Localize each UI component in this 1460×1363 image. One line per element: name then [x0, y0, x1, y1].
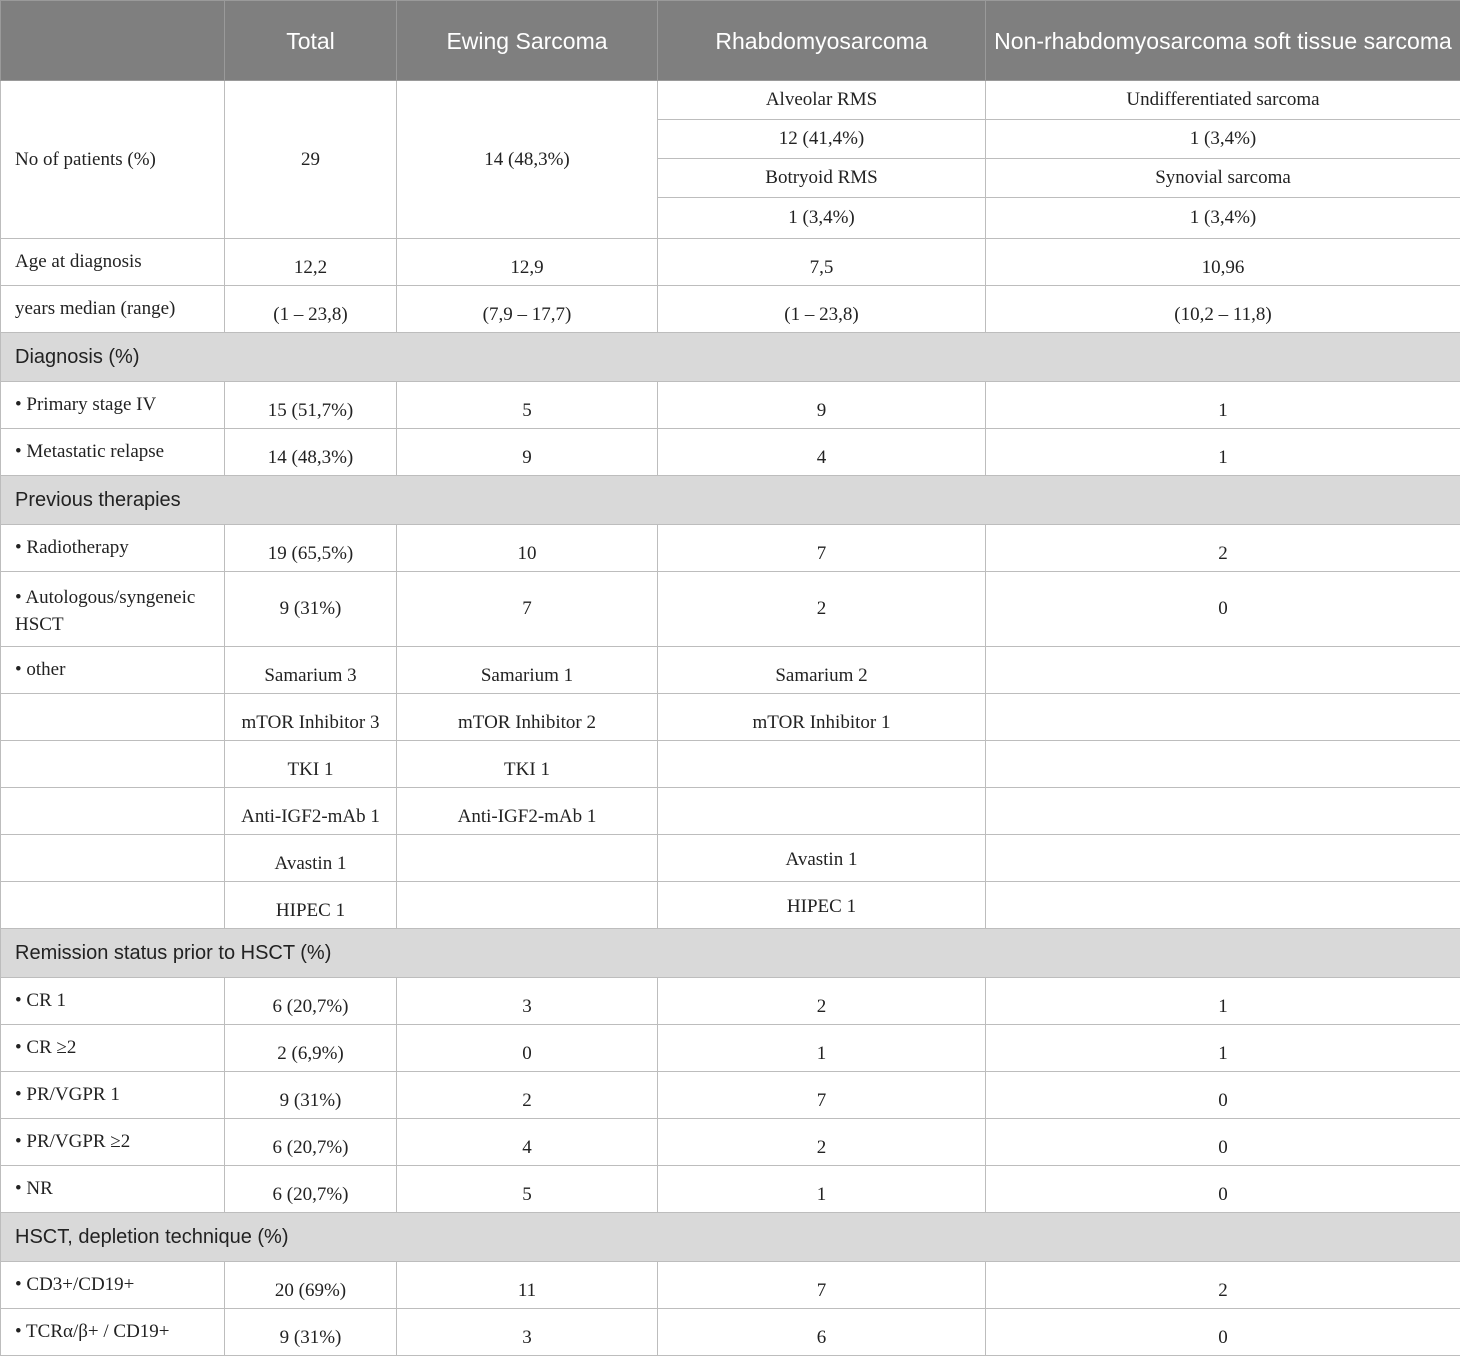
table-cell: 3 [397, 1309, 658, 1356]
table-row [1, 572, 1460, 647]
table-cell: (1 – 23,8) [658, 286, 986, 333]
table-row [1, 1119, 1460, 1166]
row-label: • Primary stage IV [1, 382, 225, 429]
nrs-count: 1 (3,4%) [986, 120, 1460, 159]
table-row [1, 1072, 1460, 1119]
table-cell: 7 [658, 1072, 986, 1119]
nrs-subtype: Undifferentiated sarcoma [986, 81, 1460, 120]
header-empty [1, 1, 225, 81]
table-cell [397, 882, 658, 929]
table-cell: 7,5 [658, 239, 986, 286]
table-cell: 7 [397, 572, 658, 647]
rms-subtype: Botryoid RMS [658, 159, 986, 198]
nrs-subtype: Synovial sarcoma [986, 159, 1460, 198]
row-label: • CR 1 [1, 978, 225, 1025]
table-cell: (7,9 – 17,7) [397, 286, 658, 333]
rms-subtype: Alveolar RMS [658, 81, 986, 120]
row-label: • other [1, 647, 225, 694]
table-row [1, 1025, 1460, 1072]
table-cell: 4 [397, 1119, 658, 1166]
row-label [1, 788, 225, 835]
table-cell: 4 [658, 429, 986, 476]
table-cell [397, 835, 658, 882]
table-cell: 10 [397, 525, 658, 572]
table-cell: (1 – 23,8) [225, 286, 397, 333]
row-label [1, 835, 225, 882]
row-label: • PR/VGPR 1 [1, 1072, 225, 1119]
table-row [1, 741, 1460, 788]
row-label: • CD3+/CD19+ [1, 1262, 225, 1309]
table-cell: 0 [397, 1025, 658, 1072]
header-ewing: Ewing Sarcoma [397, 1, 658, 81]
patients-ewing: 14 (48,3%) [397, 81, 658, 239]
table-cell: 0 [986, 1072, 1460, 1119]
table-row [1, 382, 1460, 429]
table-row [1, 525, 1460, 572]
row-label: • Autologous/syngeneic HSCT [1, 572, 225, 647]
header-nrs: Non-rhabdomyosarcoma soft tissue sarcoma [986, 1, 1460, 81]
age-range-label: years median (range) [1, 286, 225, 333]
table-cell: HIPEC 1 [658, 882, 986, 929]
table-cell: 6 [658, 1309, 986, 1356]
table-cell: (10,2 – 11,8) [986, 286, 1460, 333]
row-label: • PR/VGPR ≥2 [1, 1119, 225, 1166]
section-title-depletion: HSCT, depletion technique (%) [1, 1213, 1460, 1262]
table-cell [986, 835, 1460, 882]
row-label: • TCRα/β+ / CD19+ [1, 1309, 225, 1356]
table-row [1, 835, 1460, 882]
table-row [1, 978, 1460, 1025]
table-cell: Samarium 3 [225, 647, 397, 694]
table-cell: 2 [986, 525, 1460, 572]
rms-count: 12 (41,4%) [658, 120, 986, 159]
table-cell: 7 [658, 1262, 986, 1309]
table-cell: Avastin 1 [225, 835, 397, 882]
table-cell: 7 [658, 525, 986, 572]
table-cell: 2 [397, 1072, 658, 1119]
table-cell: 10,96 [986, 239, 1460, 286]
section-title-diagnosis: Diagnosis (%) [1, 333, 1460, 382]
table-cell: 0 [986, 572, 1460, 647]
table-cell [986, 694, 1460, 741]
table-cell: 3 [397, 978, 658, 1025]
table-row [1, 1309, 1460, 1356]
row-label: • CR ≥2 [1, 1025, 225, 1072]
table-cell [658, 788, 986, 835]
table-cell: 1 [658, 1025, 986, 1072]
age-median-row [1, 239, 1460, 286]
table-cell: 9 (31%) [225, 572, 397, 647]
table-cell [986, 741, 1460, 788]
table-cell: 20 (69%) [225, 1262, 397, 1309]
table-cell: 6 (20,7%) [225, 1166, 397, 1213]
table-cell: 15 (51,7%) [225, 382, 397, 429]
table-cell: 9 [658, 382, 986, 429]
header-row [1, 1, 1460, 81]
section-row [1, 929, 1460, 978]
table-cell: Samarium 2 [658, 647, 986, 694]
table-cell: 2 (6,9%) [225, 1025, 397, 1072]
table-cell [986, 647, 1460, 694]
table-row [1, 1166, 1460, 1213]
table-cell: 2 [986, 1262, 1460, 1309]
table-cell [658, 741, 986, 788]
table-cell: 9 [397, 429, 658, 476]
table-cell: 1 [658, 1166, 986, 1213]
table-cell: 2 [658, 572, 986, 647]
table-cell: 11 [397, 1262, 658, 1309]
patients-label: No of patients (%) [1, 81, 225, 239]
nrs-count: 1 (3,4%) [986, 198, 1460, 239]
section-row [1, 333, 1460, 382]
table-cell: mTOR Inhibitor 3 [225, 694, 397, 741]
table-cell: Anti-IGF2-mAb 1 [225, 788, 397, 835]
table-cell: Samarium 1 [397, 647, 658, 694]
table-cell [986, 788, 1460, 835]
table-row [1, 429, 1460, 476]
row-label [1, 741, 225, 788]
section-row [1, 476, 1460, 525]
table-row [1, 1262, 1460, 1309]
age-range-row [1, 286, 1460, 333]
row-label: • Radiotherapy [1, 525, 225, 572]
section-row [1, 1213, 1460, 1262]
patients-row [1, 81, 1460, 120]
table-cell: 1 [986, 1025, 1460, 1072]
table-cell: TKI 1 [225, 741, 397, 788]
table-cell: 0 [986, 1309, 1460, 1356]
table-row [1, 647, 1460, 694]
table-row [1, 882, 1460, 929]
table-cell: 19 (65,5%) [225, 525, 397, 572]
table-cell: 5 [397, 382, 658, 429]
table-cell: Anti-IGF2-mAb 1 [397, 788, 658, 835]
table-cell: 0 [986, 1119, 1460, 1166]
table-cell: 12,2 [225, 239, 397, 286]
table-cell: 2 [658, 1119, 986, 1166]
row-label: • Metastatic relapse [1, 429, 225, 476]
table-row [1, 788, 1460, 835]
table-cell: 6 (20,7%) [225, 1119, 397, 1166]
table-cell: 12,9 [397, 239, 658, 286]
header-total: Total [225, 1, 397, 81]
section-title-therapies: Previous therapies [1, 476, 1460, 525]
row-label [1, 882, 225, 929]
table-cell: 0 [986, 1166, 1460, 1213]
table-cell: 6 (20,7%) [225, 978, 397, 1025]
table-cell: mTOR Inhibitor 1 [658, 694, 986, 741]
table-row [1, 694, 1460, 741]
table-cell: 1 [986, 429, 1460, 476]
table-cell: TKI 1 [397, 741, 658, 788]
age-label: Age at diagnosis [1, 239, 225, 286]
row-label: • NR [1, 1166, 225, 1213]
table-cell: Avastin 1 [658, 835, 986, 882]
header-rms: Rhabdomyosarcoma [658, 1, 986, 81]
patients-total: 29 [225, 81, 397, 239]
rms-count: 1 (3,4%) [658, 198, 986, 239]
table-cell: 14 (48,3%) [225, 429, 397, 476]
table-cell: 1 [986, 978, 1460, 1025]
table-cell: mTOR Inhibitor 2 [397, 694, 658, 741]
table-cell: 2 [658, 978, 986, 1025]
table-cell: HIPEC 1 [225, 882, 397, 929]
row-label [1, 694, 225, 741]
table-cell: 5 [397, 1166, 658, 1213]
table-cell: 9 (31%) [225, 1309, 397, 1356]
table-cell: 1 [986, 382, 1460, 429]
table-cell: 9 (31%) [225, 1072, 397, 1119]
table-cell [986, 882, 1460, 929]
section-title-remission: Remission status prior to HSCT (%) [1, 929, 1460, 978]
